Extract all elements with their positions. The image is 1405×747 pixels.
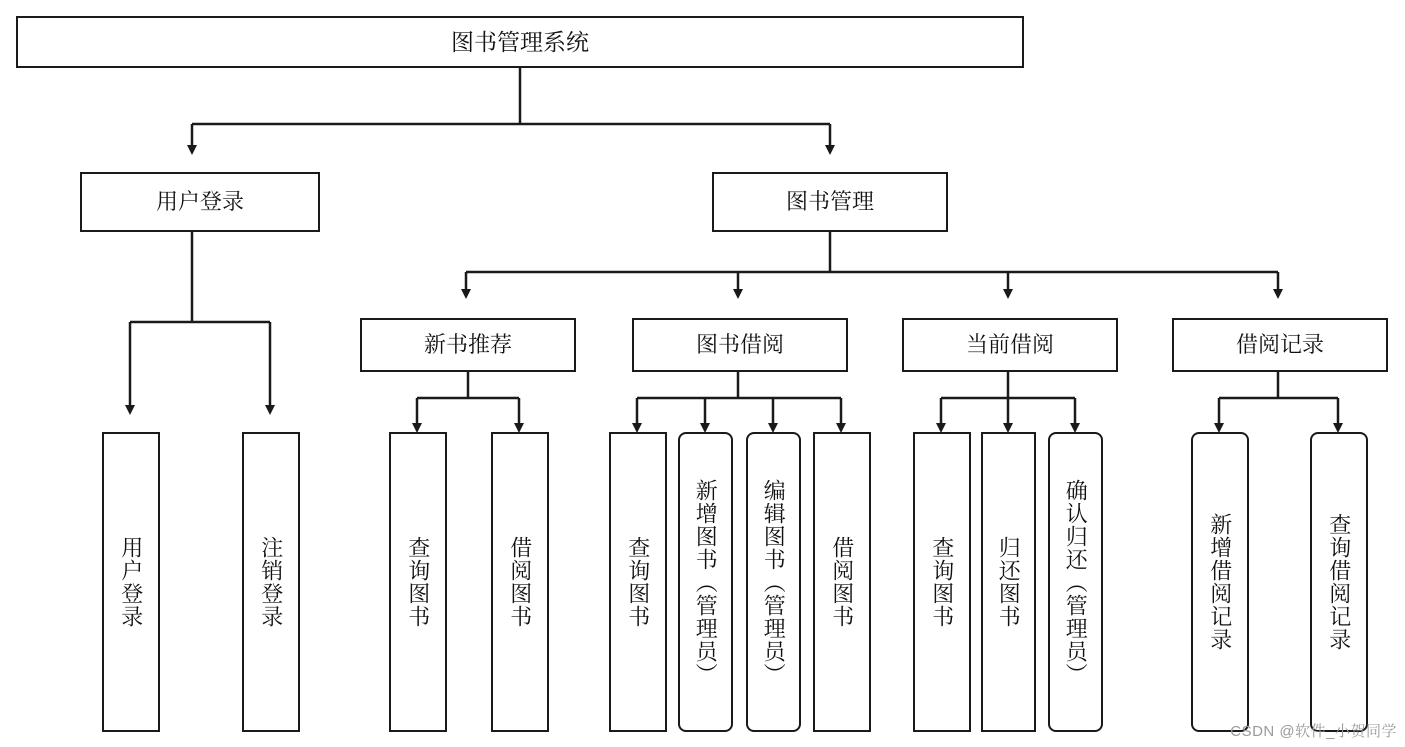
- node-leaf-return-book[interactable]: [981, 432, 1036, 732]
- watermark: CSDN @软件_小贺同学: [1230, 723, 1397, 740]
- node-user-login[interactable]: [80, 172, 320, 232]
- node-leaf-user-login[interactable]: [102, 432, 160, 732]
- node-current-borrow-label: 当前借阅: [965, 332, 1054, 358]
- node-leaf-query-record-label: 查询借阅记录: [1326, 513, 1352, 651]
- node-leaf-borrow-book-1[interactable]: [491, 432, 549, 732]
- node-leaf-borrow-book-2[interactable]: [813, 432, 871, 732]
- node-leaf-add-record-label: 新增借阅记录: [1207, 513, 1233, 651]
- node-current-borrow[interactable]: [902, 318, 1118, 372]
- node-leaf-query-book-1[interactable]: [389, 432, 447, 732]
- node-new-book-recommend-label: 新书推荐: [423, 332, 512, 358]
- node-book-borrow[interactable]: [632, 318, 848, 372]
- node-leaf-user-login-label: 用户登录: [118, 536, 144, 628]
- node-new-book-recommend[interactable]: [360, 318, 576, 372]
- node-leaf-confirm-return-label: 确认归还（管理员）: [1063, 478, 1089, 686]
- node-leaf-query-book-3-label: 查询图书: [929, 536, 955, 628]
- node-user-login-label: 用户登录: [155, 189, 244, 215]
- node-leaf-query-book-1-label: 查询图书: [405, 536, 431, 628]
- node-leaf-query-book-2-label: 查询图书: [625, 536, 651, 628]
- node-leaf-borrow-book-2-label: 借阅图书: [829, 536, 855, 628]
- node-book-management[interactable]: [712, 172, 948, 232]
- node-borrow-record[interactable]: [1172, 318, 1388, 372]
- node-book-borrow-label: 图书借阅: [695, 332, 784, 358]
- node-leaf-add-book[interactable]: [678, 432, 733, 732]
- node-leaf-confirm-return[interactable]: [1048, 432, 1103, 732]
- node-leaf-query-book-2[interactable]: [609, 432, 667, 732]
- node-book-management-label: 图书管理: [785, 189, 874, 215]
- node-leaf-query-record[interactable]: [1310, 432, 1368, 732]
- node-root-label: 图书管理系统: [451, 28, 589, 55]
- node-leaf-borrow-book-1-label: 借阅图书: [507, 536, 533, 628]
- node-borrow-record-label: 借阅记录: [1235, 332, 1324, 358]
- node-leaf-edit-book[interactable]: [746, 432, 801, 732]
- node-leaf-logout[interactable]: [242, 432, 300, 732]
- node-leaf-query-book-3[interactable]: [913, 432, 971, 732]
- node-leaf-add-record[interactable]: [1191, 432, 1249, 732]
- node-root[interactable]: [16, 16, 1024, 68]
- node-leaf-add-book-label: 新增图书（管理员）: [693, 478, 719, 686]
- node-leaf-edit-book-label: 编辑图书（管理员）: [761, 478, 787, 686]
- node-leaf-return-book-label: 归还图书: [996, 536, 1022, 628]
- node-leaf-logout-label: 注销登录: [258, 536, 284, 628]
